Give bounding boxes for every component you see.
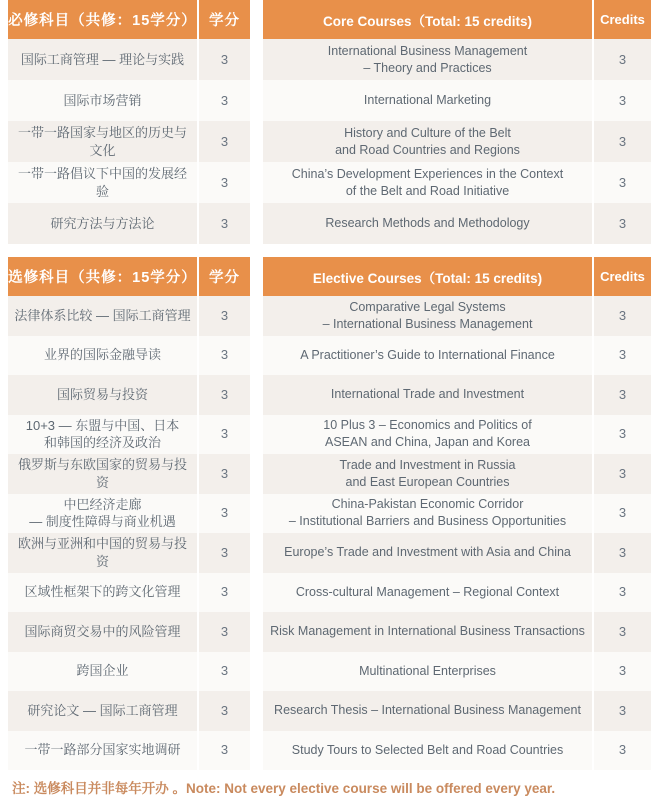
core-en-header-credits: Credits [593,0,651,39]
course-credits-cell: 3 [593,454,651,494]
course-credits-cell: 3 [198,121,250,162]
course-name-cell: International Business Management – Theory and Practices [263,39,593,80]
course-credits-cell: 3 [593,296,651,336]
course-credits-cell: 3 [198,336,250,376]
table-header-row [8,257,250,296]
table-row [8,80,250,121]
table-row [263,336,651,376]
course-credits-cell: 3 [593,39,651,80]
course-name-cell: 业界的国际金融导读 [8,336,198,376]
table-header-row [8,0,250,39]
course-name-cell: Multinational Enterprises [263,652,593,692]
table-row [263,454,651,494]
core-courses-block [8,0,659,244]
table-row [8,731,250,771]
elective-courses-table-english [263,257,651,770]
elective-courses-block [8,257,659,770]
course-name-cell: 一带一路国家与地区的历史与文化 [8,121,198,162]
course-credits-cell: 3 [593,162,651,203]
table-row [8,121,250,162]
elective-cn-header-name: 选修科目（共修：15学分） [8,257,198,296]
course-name-cell: Research Thesis – International Business Management [263,691,593,731]
course-credits-cell: 3 [198,415,250,455]
elective-cn-header-credits: 学分 [198,257,250,296]
table-row [8,612,250,652]
table-row [263,80,651,121]
core-en-header-name: Core Courses（Total: 15 credits) [263,0,593,39]
elective-en-header-credits: Credits [593,257,651,296]
table-row [263,375,651,415]
course-name-cell: 一带一路倡议下中国的发展经验 [8,162,198,203]
table-header-row [263,0,651,39]
course-name-cell: International Marketing [263,80,593,121]
course-credits-cell: 3 [593,121,651,162]
course-name-cell: China-Pakistan Economic Corridor – Institutional Barriers and Business Opportunities [263,494,593,534]
course-name-cell: 研究论文 — 国际工商管理 [8,691,198,731]
table-row [8,162,250,203]
table-row [8,494,250,534]
table-row [263,731,651,771]
table-row [263,573,651,613]
course-credits-cell: 3 [593,612,651,652]
course-credits-cell: 3 [198,573,250,613]
course-name-cell: Research Methods and Methodology [263,203,593,244]
course-credits-cell: 3 [593,533,651,573]
table-row [8,296,250,336]
table-row [8,39,250,80]
course-name-cell: 10 Plus 3 – Economics and Politics of ASEAN and China, Japan and Korea [263,415,593,455]
core-cn-body [8,39,250,244]
course-credits-cell: 3 [198,296,250,336]
course-credits-cell: 3 [593,375,651,415]
core-courses-table-chinese [8,0,250,244]
course-name-cell: 国际贸易与投资 [8,375,198,415]
course-credits-cell: 3 [593,494,651,534]
table-row [8,652,250,692]
table-row [8,375,250,415]
course-name-cell: 一带一路部分国家实地调研 [8,731,198,771]
course-credits-cell: 3 [198,612,250,652]
table-row [263,39,651,80]
course-credits-cell: 3 [198,731,250,771]
course-credits-cell: 3 [593,336,651,376]
course-credits-cell: 3 [593,652,651,692]
course-name-cell: Study Tours to Selected Belt and Road Countries [263,731,593,771]
course-name-cell: International Trade and Investment [263,375,593,415]
course-credits-cell: 3 [593,415,651,455]
course-name-cell: 欧洲与亚洲和中国的贸易与投资 [8,533,198,573]
course-name-cell: History and Culture of the Belt and Road Countries and Regions [263,121,593,162]
course-name-cell: Trade and Investment in Russia and East European Countries [263,454,593,494]
core-courses-table-english [263,0,651,244]
course-name-cell: China’s Development Experiences in the Context of the Belt and Road Initiative [263,162,593,203]
course-name-cell: 国际市场营销 [8,80,198,121]
course-credits-cell: 3 [198,691,250,731]
footnote-note: 注: 选修科目并非每年开办 。Note: Not every elective course will be offered every year. [12,781,556,796]
table-row [263,162,651,203]
course-credits-cell: 3 [198,39,250,80]
table-gap-spacer [8,244,659,257]
core-en-body [263,39,651,244]
table-row [263,121,651,162]
course-credits-cell: 3 [198,454,250,494]
course-credits-cell: 3 [593,573,651,613]
course-name-cell: 法律体系比较 — 国际工商管理 [8,296,198,336]
course-credits-cell: 3 [198,533,250,573]
table-row [263,415,651,455]
elective-en-header-name: Elective Courses（Total: 15 credits) [263,257,593,296]
course-credits-cell: 3 [198,162,250,203]
course-credits-cell: 3 [198,203,250,244]
table-row [8,203,250,244]
course-name-cell: Risk Management in International Business Transactions [263,612,593,652]
course-credits-cell: 3 [593,731,651,771]
course-name-cell: 国际工商管理 — 理论与实践 [8,39,198,80]
course-name-cell: A Practitioner’s Guide to International Finance [263,336,593,376]
elective-cn-body [8,296,250,770]
core-cn-header-name: 必修科目（共修：15学分） [8,0,198,39]
course-name-cell: 国际商贸交易中的风险管理 [8,612,198,652]
table-row [263,203,651,244]
table-row [8,573,250,613]
table-row [8,691,250,731]
course-credits-cell: 3 [593,80,651,121]
course-name-cell: 研究方法与方法论 [8,203,198,244]
course-name-cell: 跨国企业 [8,652,198,692]
course-name-cell: Europe’s Trade and Investment with Asia and China [263,533,593,573]
table-row [8,336,250,376]
course-name-cell: 俄罗斯与东欧国家的贸易与投资 [8,454,198,494]
course-credits-cell: 3 [198,375,250,415]
table-row [263,612,651,652]
course-name-cell: 区域性框架下的跨文化管理 [8,573,198,613]
course-name-cell: Comparative Legal Systems – International Business Management [263,296,593,336]
table-row [263,533,651,573]
course-name-cell: Cross-cultural Management – Regional Context [263,573,593,613]
course-name-cell: 中巴经济走廊 — 制度性障碍与商业机遇 [8,494,198,534]
table-row [263,652,651,692]
table-row [8,454,250,494]
table-row [263,296,651,336]
table-row [8,533,250,573]
course-credits-cell: 3 [198,80,250,121]
course-name-cell: 10+3 — 东盟与中国、日本 和韩国的经济及政治 [8,415,198,455]
table-header-row [263,257,651,296]
course-credits-cell: 3 [198,494,250,534]
elective-en-body [263,296,651,770]
course-credits-cell: 3 [198,652,250,692]
course-credits-cell: 3 [593,203,651,244]
table-row [263,691,651,731]
elective-courses-table-chinese [8,257,250,770]
table-row [263,494,651,534]
table-row [8,415,250,455]
core-cn-header-credits: 学分 [198,0,250,39]
course-credits-cell: 3 [593,691,651,731]
